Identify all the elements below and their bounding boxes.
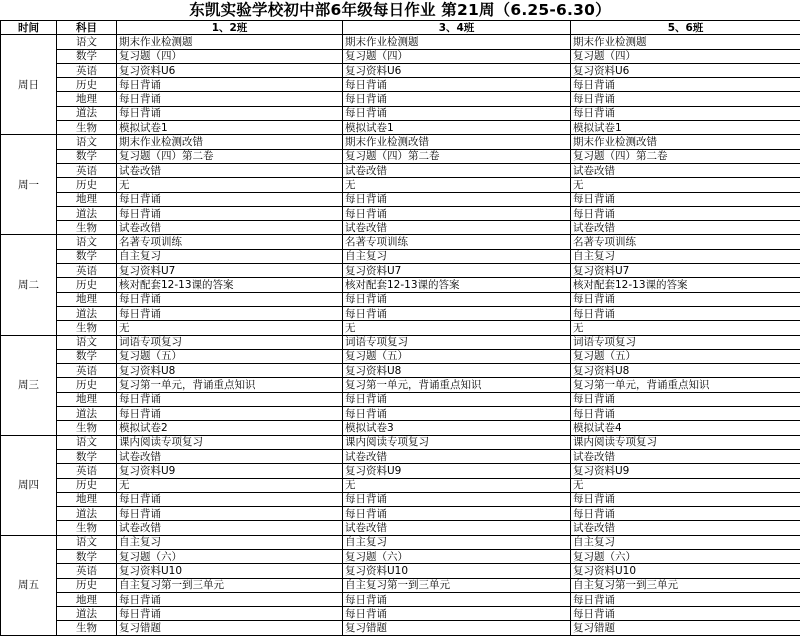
class-5-6-cell: 试卷改错 (571, 221, 800, 235)
class-5-6-cell: 名著专项训练 (571, 235, 800, 249)
class-1-2-cell: 期末作业检测改错 (117, 135, 343, 149)
class-3-4-cell: 每日背诵 (343, 306, 571, 320)
subject-cell: 英语 (57, 364, 117, 378)
class-1-2-cell: 复习资料U8 (117, 364, 343, 378)
class-3-4-cell: 复习资料U10 (343, 564, 571, 578)
class-3-4-cell: 试卷改错 (343, 521, 571, 535)
class-1-2-cell: 每日背诵 (117, 192, 343, 206)
subject-cell: 语文 (57, 135, 117, 149)
class-3-4-cell: 每日背诵 (343, 92, 571, 106)
day-label: 周日 (1, 35, 57, 135)
class-3-4-cell: 复习题（四）第二卷 (343, 149, 571, 163)
class-1-2-cell: 课内阅读专项复习 (117, 435, 343, 449)
class-3-4-cell: 复习资料U8 (343, 364, 571, 378)
table-row (1, 578, 800, 592)
class-3-4-cell: 试卷改错 (343, 449, 571, 463)
table-row (1, 163, 800, 177)
table-row (1, 321, 800, 335)
subject-cell: 生物 (57, 121, 117, 135)
class-1-2-cell: 无 (117, 178, 343, 192)
subject-cell: 英语 (57, 163, 117, 177)
table-row (1, 278, 800, 292)
class-5-6-cell: 期末作业检测改错 (571, 135, 800, 149)
subject-cell: 地理 (57, 592, 117, 606)
class-3-4-cell: 自主复习第一到三单元 (343, 578, 571, 592)
class-3-4-cell: 每日背诵 (343, 492, 571, 506)
class-5-6-cell: 每日背诵 (571, 78, 800, 92)
table-row (1, 507, 800, 521)
day-label: 周四 (1, 435, 57, 535)
class-3-4-cell: 课内阅读专项复习 (343, 435, 571, 449)
header-time: 时间 (1, 21, 57, 35)
subject-cell: 数学 (57, 249, 117, 263)
class-5-6-cell: 模拟试卷4 (571, 421, 800, 435)
table-row (1, 449, 800, 463)
class-3-4-cell: 试卷改错 (343, 163, 571, 177)
class-3-4-cell: 每日背诵 (343, 392, 571, 406)
class-1-2-cell: 每日背诵 (117, 106, 343, 120)
class-1-2-cell: 每日背诵 (117, 592, 343, 606)
subject-cell: 历史 (57, 78, 117, 92)
table-row (1, 378, 800, 392)
table-row (1, 92, 800, 106)
class-3-4-cell: 核对配套12-13课的答案 (343, 278, 571, 292)
class-3-4-cell: 模拟试卷1 (343, 121, 571, 135)
subject-cell: 数学 (57, 49, 117, 63)
table-row (1, 249, 800, 263)
subject-cell: 地理 (57, 292, 117, 306)
class-3-4-cell: 每日背诵 (343, 607, 571, 621)
class-1-2-cell: 复习第一单元，背诵重点知识 (117, 378, 343, 392)
table-row (1, 192, 800, 206)
class-3-4-cell: 复习资料U7 (343, 264, 571, 278)
class-1-2-cell: 自主复习 (117, 535, 343, 549)
class-3-4-cell: 复习资料U6 (343, 63, 571, 77)
subject-cell: 地理 (57, 192, 117, 206)
class-1-2-cell: 词语专项复习 (117, 335, 343, 349)
subject-cell: 历史 (57, 178, 117, 192)
subject-cell: 生物 (57, 521, 117, 535)
subject-cell: 历史 (57, 378, 117, 392)
class-1-2-cell: 复习资料U9 (117, 464, 343, 478)
table-row (1, 335, 800, 349)
class-5-6-cell: 课内阅读专项复习 (571, 435, 800, 449)
table-row (1, 492, 800, 506)
class-5-6-cell: 期末作业检测题 (571, 35, 800, 49)
subject-cell: 英语 (57, 264, 117, 278)
class-1-2-cell: 每日背诵 (117, 607, 343, 621)
table-row (1, 464, 800, 478)
class-3-4-cell: 自主复习 (343, 249, 571, 263)
class-3-4-cell: 每日背诵 (343, 407, 571, 421)
class-5-6-cell: 复习错题 (571, 621, 800, 635)
class-5-6-cell: 模拟试卷1 (571, 121, 800, 135)
class-3-4-cell: 自主复习 (343, 535, 571, 549)
table-row (1, 149, 800, 163)
subject-cell: 道法 (57, 306, 117, 320)
subject-cell: 历史 (57, 478, 117, 492)
class-3-4-cell: 每日背诵 (343, 507, 571, 521)
class-1-2-cell: 自主复习 (117, 249, 343, 263)
class-5-6-cell: 试卷改错 (571, 449, 800, 463)
table-row (1, 349, 800, 363)
subject-cell: 道法 (57, 407, 117, 421)
class-5-6-cell: 复习资料U6 (571, 63, 800, 77)
table-row (1, 478, 800, 492)
class-3-4-cell: 无 (343, 178, 571, 192)
header-class-5-6: 5、6班 (571, 21, 800, 35)
subject-cell: 道法 (57, 607, 117, 621)
subject-cell: 地理 (57, 492, 117, 506)
class-1-2-cell: 复习题（五） (117, 349, 343, 363)
table-row (1, 549, 800, 563)
class-1-2-cell: 每日背诵 (117, 206, 343, 220)
subject-cell: 语文 (57, 35, 117, 49)
table-row (1, 392, 800, 406)
class-5-6-cell: 每日背诵 (571, 92, 800, 106)
class-1-2-cell: 模拟试卷2 (117, 421, 343, 435)
class-3-4-cell: 无 (343, 321, 571, 335)
class-3-4-cell: 每日背诵 (343, 106, 571, 120)
subject-cell: 数学 (57, 149, 117, 163)
table-row (1, 221, 800, 235)
table-row (1, 121, 800, 135)
class-1-2-cell: 每日背诵 (117, 507, 343, 521)
class-1-2-cell: 复习资料U6 (117, 63, 343, 77)
class-3-4-cell: 每日背诵 (343, 78, 571, 92)
table-row (1, 78, 800, 92)
class-1-2-cell: 试卷改错 (117, 449, 343, 463)
subject-cell: 数学 (57, 549, 117, 563)
class-1-2-cell: 期末作业检测题 (117, 35, 343, 49)
table-row (1, 206, 800, 220)
subject-cell: 语文 (57, 535, 117, 549)
subject-cell: 道法 (57, 106, 117, 120)
class-1-2-cell: 核对配套12-13课的答案 (117, 278, 343, 292)
class-5-6-cell: 自主复习第一到三单元 (571, 578, 800, 592)
subject-cell: 语文 (57, 335, 117, 349)
class-3-4-cell: 复习题（五） (343, 349, 571, 363)
class-3-4-cell: 试卷改错 (343, 221, 571, 235)
table-row (1, 306, 800, 320)
subject-cell: 数学 (57, 349, 117, 363)
class-1-2-cell: 每日背诵 (117, 306, 343, 320)
table-row (1, 521, 800, 535)
table-row (1, 35, 800, 49)
class-1-2-cell: 每日背诵 (117, 407, 343, 421)
class-3-4-cell: 期末作业检测改错 (343, 135, 571, 149)
subject-cell: 英语 (57, 63, 117, 77)
class-1-2-cell: 模拟试卷1 (117, 121, 343, 135)
subject-cell: 语文 (57, 435, 117, 449)
class-5-6-cell: 每日背诵 (571, 192, 800, 206)
class-5-6-cell: 复习第一单元，背诵重点知识 (571, 378, 800, 392)
class-5-6-cell: 复习题（四）第二卷 (571, 149, 800, 163)
class-1-2-cell: 复习题（四）第二卷 (117, 149, 343, 163)
class-5-6-cell: 每日背诵 (571, 206, 800, 220)
class-3-4-cell: 复习第一单元，背诵重点知识 (343, 378, 571, 392)
class-1-2-cell: 复习资料U7 (117, 264, 343, 278)
subject-cell: 地理 (57, 392, 117, 406)
class-1-2-cell: 试卷改错 (117, 521, 343, 535)
subject-cell: 生物 (57, 321, 117, 335)
subject-cell: 语文 (57, 235, 117, 249)
class-3-4-cell: 每日背诵 (343, 206, 571, 220)
class-1-2-cell: 无 (117, 478, 343, 492)
class-5-6-cell: 每日背诵 (571, 392, 800, 406)
class-3-4-cell: 复习错题 (343, 621, 571, 635)
table-row (1, 621, 800, 635)
table-row (1, 63, 800, 77)
class-1-2-cell: 每日背诵 (117, 292, 343, 306)
class-1-2-cell: 复习资料U10 (117, 564, 343, 578)
class-1-2-cell: 复习题（四） (117, 49, 343, 63)
class-3-4-cell: 复习资料U9 (343, 464, 571, 478)
table-row (1, 292, 800, 306)
subject-cell: 生物 (57, 421, 117, 435)
table-row (1, 535, 800, 549)
class-3-4-cell: 无 (343, 478, 571, 492)
subject-cell: 数学 (57, 449, 117, 463)
day-label: 周五 (1, 535, 57, 635)
day-label: 周一 (1, 135, 57, 235)
subject-cell: 地理 (57, 92, 117, 106)
subject-cell: 英语 (57, 464, 117, 478)
class-3-4-cell: 名著专项训练 (343, 235, 571, 249)
class-1-2-cell: 试卷改错 (117, 221, 343, 235)
class-5-6-cell: 无 (571, 178, 800, 192)
class-3-4-cell: 复习题（四） (343, 49, 571, 63)
class-5-6-cell: 每日背诵 (571, 607, 800, 621)
class-3-4-cell: 模拟试卷3 (343, 421, 571, 435)
class-5-6-cell: 复习资料U10 (571, 564, 800, 578)
class-1-2-cell: 无 (117, 321, 343, 335)
header-class-1-2: 1、2班 (117, 21, 343, 35)
class-1-2-cell: 每日背诵 (117, 392, 343, 406)
class-5-6-cell: 自主复习 (571, 249, 800, 263)
day-label: 周二 (1, 235, 57, 335)
class-5-6-cell: 每日背诵 (571, 407, 800, 421)
header-subject: 科目 (57, 21, 117, 35)
day-label: 周三 (1, 335, 57, 435)
class-3-4-cell: 期末作业检测题 (343, 35, 571, 49)
class-5-6-cell: 每日背诵 (571, 492, 800, 506)
class-1-2-cell: 试卷改错 (117, 163, 343, 177)
class-5-6-cell: 试卷改错 (571, 521, 800, 535)
subject-cell: 道法 (57, 206, 117, 220)
table-row (1, 607, 800, 621)
class-5-6-cell: 每日背诵 (571, 592, 800, 606)
class-5-6-cell: 复习题（五） (571, 349, 800, 363)
class-3-4-cell: 词语专项复习 (343, 335, 571, 349)
class-5-6-cell: 每日背诵 (571, 106, 800, 120)
class-3-4-cell: 每日背诵 (343, 592, 571, 606)
class-5-6-cell: 每日背诵 (571, 292, 800, 306)
class-5-6-cell: 复习资料U7 (571, 264, 800, 278)
table-row (1, 135, 800, 149)
class-5-6-cell: 复习资料U9 (571, 464, 800, 478)
subject-cell: 英语 (57, 564, 117, 578)
class-1-2-cell: 每日背诵 (117, 492, 343, 506)
table-row (1, 564, 800, 578)
class-5-6-cell: 每日背诵 (571, 306, 800, 320)
subject-cell: 生物 (57, 221, 117, 235)
class-1-2-cell: 名著专项训练 (117, 235, 343, 249)
class-5-6-cell: 试卷改错 (571, 163, 800, 177)
class-1-2-cell: 每日背诵 (117, 92, 343, 106)
class-5-6-cell: 词语专项复习 (571, 335, 800, 349)
table-row (1, 106, 800, 120)
class-5-6-cell: 复习题（四） (571, 49, 800, 63)
class-5-6-cell: 自主复习 (571, 535, 800, 549)
table-row (1, 407, 800, 421)
class-1-2-cell: 复习题（六） (117, 549, 343, 563)
homework-table (0, 20, 800, 636)
class-5-6-cell: 无 (571, 478, 800, 492)
table-row (1, 264, 800, 278)
table-body (1, 35, 800, 635)
subject-cell: 历史 (57, 578, 117, 592)
subject-cell: 历史 (57, 278, 117, 292)
class-5-6-cell: 核对配套12-13课的答案 (571, 278, 800, 292)
subject-cell: 生物 (57, 621, 117, 635)
subject-cell: 道法 (57, 507, 117, 521)
page-title: 东凯实验学校初中部6年级每日作业 第21周（6.25-6.30） (0, 0, 800, 20)
table-row (1, 421, 800, 435)
table-row (1, 178, 800, 192)
class-1-2-cell: 自主复习第一到三单元 (117, 578, 343, 592)
table-row (1, 435, 800, 449)
table-row (1, 49, 800, 63)
class-5-6-cell: 无 (571, 321, 800, 335)
class-3-4-cell: 每日背诵 (343, 192, 571, 206)
class-5-6-cell: 每日背诵 (571, 507, 800, 521)
class-3-4-cell: 每日背诵 (343, 292, 571, 306)
table-row (1, 235, 800, 249)
class-1-2-cell: 复习错题 (117, 621, 343, 635)
header-class-3-4: 3、4班 (343, 21, 571, 35)
class-5-6-cell: 复习题（六） (571, 549, 800, 563)
table-row (1, 364, 800, 378)
header-row (1, 21, 800, 35)
class-3-4-cell: 复习题（六） (343, 549, 571, 563)
class-5-6-cell: 复习资料U8 (571, 364, 800, 378)
class-1-2-cell: 每日背诵 (117, 78, 343, 92)
